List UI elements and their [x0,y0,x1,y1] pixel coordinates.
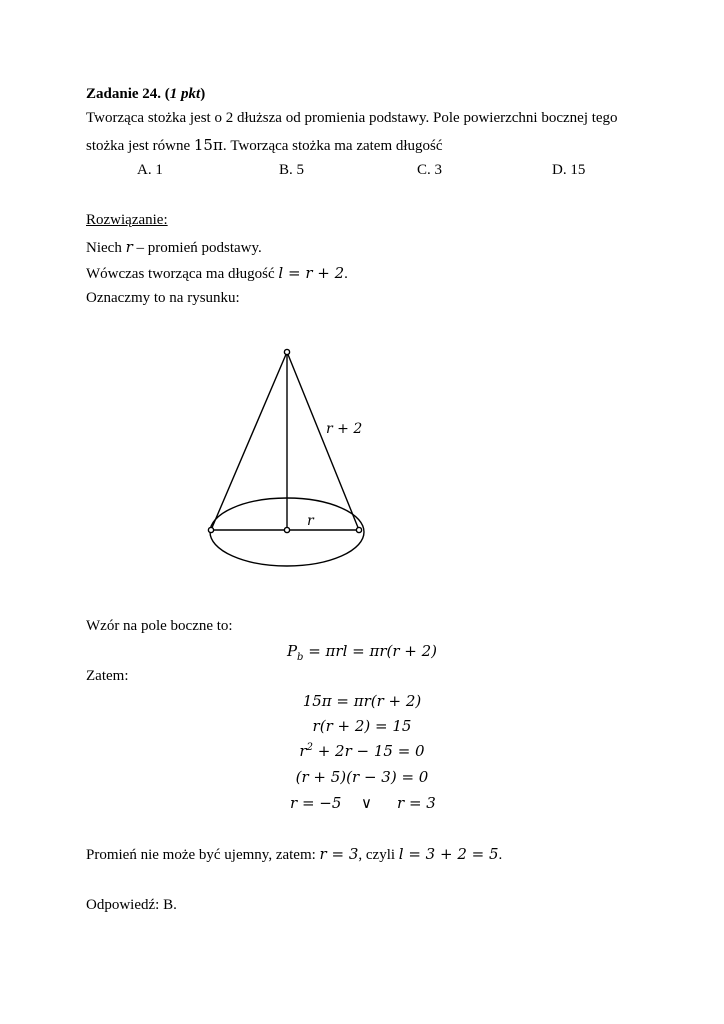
option-d: D. 15 [552,162,586,178]
cone-left-side [211,352,287,530]
option-b: B. 5 [279,162,305,178]
formula-intro: Wzór na pole boczne to: [86,618,233,634]
task-text-line2: stożka jest równe 15π. Tworząca stożka ma zatem długość [86,136,443,154]
base-right-point [356,527,361,532]
label-radius: r [307,513,314,529]
cone-right-side [287,352,359,530]
solution-line2: Wówczas tworząca ma długość l = r + 2. [86,264,348,282]
or-symbol: ∨ [361,794,372,812]
task-title: Zadanie 24. (1 pkt) [86,86,206,102]
conclusion-line: Promień nie może być ujemny, zatem: r = 3, czyli l = 3 + 2 = 5. [86,845,503,863]
apex-point [284,349,289,354]
solution-line3: Oznaczmy to na rysunku: [86,290,240,306]
task-text-line1: Tworząca stożka jest o 2 dłuższa od promienia podstawy. Pole powierzchni bocznej tego [86,110,618,126]
math-15pi: 15π [193,136,223,154]
equation-2: r(r + 2) = 15 [312,717,412,735]
task-number: Zadanie 24. [86,86,162,102]
base-left-point [208,527,213,532]
solution-line1: Niech r – promień podstawy. [86,238,262,256]
equation-1: 15π = πr(r + 2) [302,692,422,710]
thus-label: Zatem: [86,668,129,684]
option-a: A. 1 [137,162,163,178]
answer-line: Odpowiedź: B. [86,897,177,913]
cone-figure [200,340,380,580]
equation-4: (r + 5)(r − 3) = 0 [295,768,429,786]
equation-3: $r^2 + 2r - 15 = 0$ [299,742,425,760]
equation-5-right: r = 3 [397,794,436,812]
solution-heading: Rozwiązanie: [86,212,168,228]
formula-lateral-area: $P_b = \pi rl = \pi r(r + 2)$ [286,642,438,663]
task-points: 1 pkt [169,86,201,102]
equation-5-left: r = −5 [290,794,342,812]
option-c: C. 3 [417,162,443,178]
label-slant: r + 2 [326,421,363,437]
base-center-point [284,527,289,532]
